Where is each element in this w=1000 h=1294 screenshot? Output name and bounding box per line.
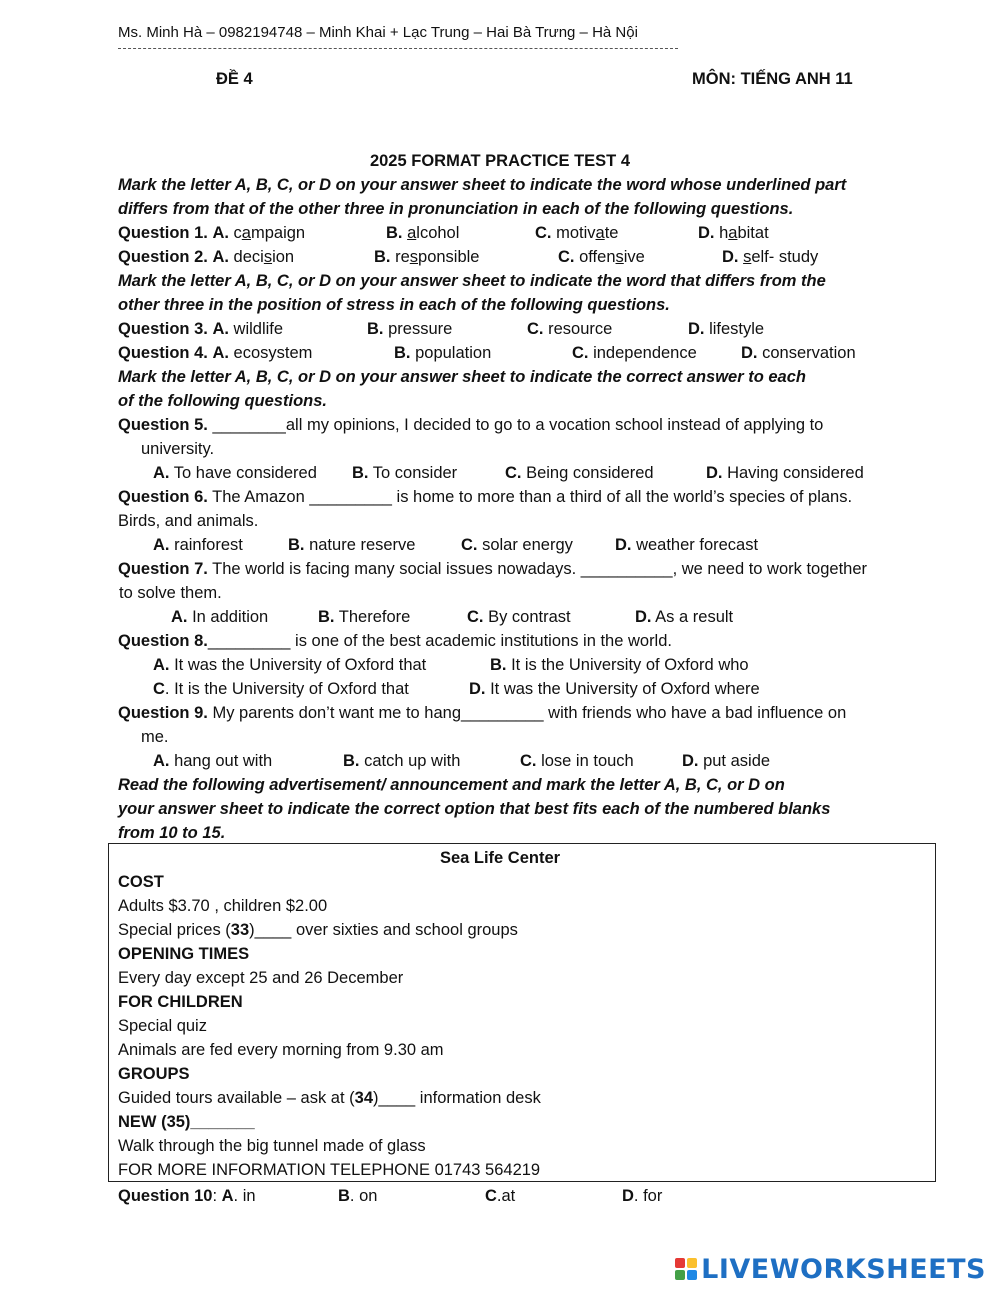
liveworksheets-mark-icon bbox=[675, 1258, 697, 1280]
option-letter: B. bbox=[288, 536, 305, 554]
option-text: offen bbox=[579, 248, 616, 266]
option-letter: C. bbox=[461, 536, 478, 554]
option-text: rainforest bbox=[169, 536, 243, 554]
question-8 bbox=[118, 630, 672, 652]
advert-new-line: Walk through the big tunnel made of glass bbox=[118, 1137, 426, 1155]
underlined-letter: a bbox=[407, 224, 417, 242]
option-letter: D. bbox=[682, 752, 699, 770]
question-1 bbox=[118, 222, 305, 244]
option-letter: A. bbox=[171, 608, 188, 626]
instruction-pronunciation-1: Mark the letter A, B, C, or D on your answer sheet to indicate the word whose underlined part bbox=[118, 176, 847, 194]
author-line: Ms. Minh Hà – 0982194748 – Minh Khai + Lạc Trung – Hai Bà Trưng – Hà Nội bbox=[118, 24, 638, 41]
liveworksheets-logo[interactable] bbox=[675, 1254, 986, 1284]
question-6-option-d[interactable] bbox=[615, 534, 758, 556]
question-5 bbox=[118, 414, 823, 436]
question-2 bbox=[118, 246, 294, 268]
advert-text: Guided tours available – ask at ( bbox=[118, 1089, 355, 1107]
option-text: catch up with bbox=[359, 752, 461, 770]
question-7-option-a[interactable] bbox=[171, 606, 268, 628]
question-7-option-b[interactable] bbox=[318, 606, 410, 628]
advert-cost-line: Adults $3.70 , children $2.00 bbox=[118, 897, 328, 915]
question-5-stem-cont: university. bbox=[141, 440, 215, 458]
option-text: As a result bbox=[651, 608, 734, 626]
option-letter: B. bbox=[343, 752, 360, 770]
question-8-option-d[interactable] bbox=[469, 678, 760, 700]
option-text: . It is the University of Oxford that bbox=[164, 680, 409, 698]
option-letter: D. bbox=[688, 320, 705, 338]
option-letter: C. bbox=[527, 320, 544, 338]
option-text: independence bbox=[593, 344, 697, 362]
underlined-letter: a bbox=[728, 224, 738, 242]
question-stem: ________all my opinions, I decided to go to a vocation school instead of applying to bbox=[207, 416, 824, 434]
advert-opening-heading: OPENING TIMES bbox=[118, 945, 250, 963]
option-letter: A. bbox=[212, 248, 229, 266]
advert-children-line-1: Special quiz bbox=[118, 1017, 207, 1035]
option-letter: C. bbox=[467, 608, 484, 626]
question-1-option-c[interactable] bbox=[535, 222, 618, 244]
question-8-option-a[interactable] bbox=[153, 654, 426, 676]
advert-text: )____ over sixties and school groups bbox=[249, 921, 518, 939]
option-text: It was the University of Oxford that bbox=[169, 656, 427, 674]
underlined-letter: s bbox=[409, 248, 419, 266]
instruction-stress-1: Mark the letter A, B, C, or D on your answer sheet to indicate the word that differs from the bbox=[118, 272, 826, 290]
option-text: hang out with bbox=[169, 752, 273, 770]
option-letter: C bbox=[153, 680, 165, 698]
option-text: lose in touch bbox=[536, 752, 634, 770]
option-letter: D. bbox=[722, 248, 739, 266]
question-stem: My parents don’t want me to hang_________ with friends who have a bad influence on bbox=[207, 704, 847, 722]
option-letter: A. bbox=[212, 344, 229, 362]
question-3-option-d[interactable] bbox=[688, 318, 764, 340]
instruction-correct-answer-2: of the following questions. bbox=[118, 392, 327, 410]
option-text: It was the University of Oxford where bbox=[485, 680, 760, 698]
question-3 bbox=[118, 318, 283, 340]
option-letter: B bbox=[338, 1187, 350, 1205]
question-6-stem-cont: Birds, and animals. bbox=[118, 512, 259, 530]
question-7-option-c[interactable] bbox=[467, 606, 571, 628]
advert-text: Special prices ( bbox=[118, 921, 231, 939]
question-label: Question 7. bbox=[118, 560, 208, 578]
option-letter: C. bbox=[572, 344, 589, 362]
question-1-option-b[interactable] bbox=[386, 222, 459, 244]
question-5-option-b[interactable] bbox=[352, 462, 457, 484]
advert-groups-line bbox=[118, 1087, 541, 1109]
question-label: Question 6. bbox=[118, 488, 208, 506]
option-letter: D. bbox=[741, 344, 758, 362]
option-text: wildlife bbox=[233, 320, 284, 338]
option-letter: D. bbox=[615, 536, 632, 554]
question-stem: The world is facing many social issues nowadays. __________, we need to work together bbox=[207, 560, 868, 578]
instruction-advertisement-3: from 10 to 15. bbox=[118, 824, 226, 842]
underlined-letter: s bbox=[615, 248, 624, 266]
option-letter: C. bbox=[535, 224, 552, 242]
question-6 bbox=[118, 486, 852, 508]
instruction-stress-2: other three in the position of stress in each of the following questions. bbox=[118, 296, 670, 314]
option-letter: B. bbox=[490, 656, 507, 674]
option-text: lcohol bbox=[416, 224, 460, 242]
question-9-option-b[interactable] bbox=[343, 750, 460, 772]
question-6-option-b[interactable] bbox=[288, 534, 415, 556]
underlined-letter: a bbox=[595, 224, 605, 242]
question-7-stem-cont: to solve them. bbox=[119, 584, 222, 602]
option-text: nature reserve bbox=[304, 536, 416, 554]
underlined-letter: a bbox=[241, 224, 251, 242]
advert-info-line: FOR MORE INFORMATION TELEPHONE 01743 564219 bbox=[118, 1161, 541, 1179]
question-7 bbox=[118, 558, 867, 580]
subject-label: MÔN: TIẾNG ANH 11 bbox=[692, 70, 853, 88]
question-1-option-d[interactable] bbox=[698, 222, 769, 244]
option-letter: C. bbox=[558, 248, 575, 266]
option-text: weather forecast bbox=[631, 536, 759, 554]
blank-number: 34 bbox=[354, 1089, 373, 1107]
question-label: Question 9. bbox=[118, 704, 208, 722]
instruction-advertisement-2: your answer sheet to indicate the correct option that best fits each of the numbered blanks bbox=[118, 800, 831, 818]
option-text: elf- study bbox=[751, 248, 819, 266]
option-text: c bbox=[233, 224, 242, 242]
instruction-advertisement-1: Read the following advertisement/ announcement and mark the letter A, B, C, or D on bbox=[118, 776, 785, 794]
option-text: bitat bbox=[737, 224, 769, 242]
option-text: h bbox=[719, 224, 729, 242]
question-9-option-a[interactable] bbox=[153, 750, 272, 772]
option-text: ion bbox=[272, 248, 295, 266]
question-3-option-b[interactable] bbox=[367, 318, 452, 340]
option-text: .at bbox=[496, 1187, 516, 1205]
question-9 bbox=[118, 702, 846, 724]
question-5-option-a[interactable] bbox=[153, 462, 317, 484]
option-letter: C. bbox=[520, 752, 537, 770]
question-10-option-b[interactable] bbox=[338, 1185, 377, 1207]
option-letter: B. bbox=[318, 608, 335, 626]
option-letter: A. bbox=[212, 224, 229, 242]
question-4-option-c[interactable] bbox=[572, 342, 697, 364]
advert-cost-heading: COST bbox=[118, 873, 164, 891]
option-letter: B. bbox=[374, 248, 391, 266]
option-text: It is the University of Oxford who bbox=[506, 656, 749, 674]
option-letter: A. bbox=[153, 464, 170, 482]
option-letter: C bbox=[485, 1187, 497, 1205]
advert-groups-heading: GROUPS bbox=[118, 1065, 190, 1083]
question-8-option-b[interactable] bbox=[490, 654, 749, 676]
question-10-option-d[interactable] bbox=[622, 1185, 662, 1207]
option-text: lifestyle bbox=[709, 320, 765, 338]
question-label: Question 4. bbox=[118, 344, 208, 362]
option-letter: D. bbox=[635, 608, 652, 626]
option-text: deci bbox=[233, 248, 264, 266]
question-2-option-b[interactable] bbox=[374, 246, 479, 268]
mark-square-yellow bbox=[687, 1258, 697, 1268]
mark-square-red bbox=[675, 1258, 685, 1268]
question-5-option-c[interactable] bbox=[505, 462, 654, 484]
option-text: By contrast bbox=[483, 608, 571, 626]
question-9-option-c[interactable] bbox=[520, 750, 634, 772]
page-title: 2025 FORMAT PRACTICE TEST 4 bbox=[369, 152, 631, 170]
option-text: To have considered bbox=[169, 464, 317, 482]
question-2-option-c[interactable] bbox=[558, 246, 645, 268]
option-letter: A bbox=[221, 1187, 234, 1205]
question-label: Question 1. bbox=[118, 224, 208, 242]
option-text: population bbox=[415, 344, 492, 362]
option-text: ponsible bbox=[418, 248, 480, 266]
mark-square-blue bbox=[687, 1270, 697, 1280]
question-2-option-d[interactable] bbox=[722, 246, 818, 268]
question-9-stem-cont: me. bbox=[141, 728, 169, 746]
option-letter: C. bbox=[505, 464, 522, 482]
option-text: . in bbox=[233, 1187, 256, 1205]
question-stem: The Amazon _________ is home to more than a third of all the world’s species of plans. bbox=[207, 488, 853, 506]
question-10 bbox=[118, 1185, 256, 1207]
advert-new-heading: NEW (35)_______ bbox=[118, 1113, 255, 1131]
option-letter: A. bbox=[153, 536, 170, 554]
option-letter: A. bbox=[153, 656, 170, 674]
instruction-correct-answer-1: Mark the letter A, B, C, or D on your answer sheet to indicate the correct answer to each bbox=[118, 368, 806, 386]
question-10-option-c[interactable] bbox=[485, 1185, 515, 1207]
option-letter: D bbox=[622, 1187, 634, 1205]
option-letter: A. bbox=[153, 752, 170, 770]
header-divider bbox=[118, 48, 678, 49]
option-letter: B. bbox=[367, 320, 384, 338]
underlined-letter: s bbox=[263, 248, 273, 266]
option-text: re bbox=[395, 248, 410, 266]
option-letter: B. bbox=[352, 464, 369, 482]
advert-text: )____ information desk bbox=[373, 1089, 541, 1107]
question-6-option-a[interactable] bbox=[153, 534, 243, 556]
option-text: put aside bbox=[698, 752, 771, 770]
question-label: Question 3. bbox=[118, 320, 208, 338]
advert-children-heading: FOR CHILDREN bbox=[118, 993, 243, 1011]
liveworksheets-brand: LIVEWORKSHEETS bbox=[701, 1253, 986, 1285]
instruction-pronunciation-2: differs from that of the other three in pronunciation in each of the following questions. bbox=[118, 200, 794, 218]
option-text: . for bbox=[633, 1187, 663, 1205]
question-7-option-d[interactable] bbox=[635, 606, 733, 628]
question-4 bbox=[118, 342, 312, 364]
option-text: resource bbox=[548, 320, 613, 338]
option-letter: D. bbox=[469, 680, 486, 698]
option-text: te bbox=[604, 224, 619, 242]
option-text: Having considered bbox=[722, 464, 864, 482]
question-colon: : bbox=[212, 1187, 222, 1205]
question-label: Question 10 bbox=[118, 1187, 213, 1205]
option-text: solar energy bbox=[477, 536, 573, 554]
question-label: Question 2. bbox=[118, 248, 208, 266]
option-letter: A. bbox=[212, 320, 229, 338]
option-text: Therefore bbox=[334, 608, 411, 626]
option-text: conservation bbox=[762, 344, 856, 362]
advert-title: Sea Life Center bbox=[439, 849, 561, 867]
mark-square-green bbox=[675, 1270, 685, 1280]
option-letter: D. bbox=[698, 224, 715, 242]
option-text: In addition bbox=[187, 608, 269, 626]
question-6-option-c[interactable] bbox=[461, 534, 573, 556]
option-text: To consider bbox=[368, 464, 458, 482]
test-code: ĐỀ 4 bbox=[216, 70, 253, 88]
option-text: pressure bbox=[388, 320, 453, 338]
blank-number: 33 bbox=[230, 921, 250, 939]
option-letter: B. bbox=[386, 224, 403, 242]
option-text: motiv bbox=[556, 224, 596, 242]
option-text: Being considered bbox=[521, 464, 654, 482]
question-8-option-c[interactable] bbox=[153, 678, 409, 700]
question-9-option-d[interactable] bbox=[682, 750, 770, 772]
advert-special-prices bbox=[118, 919, 518, 941]
advert-children-line-2: Animals are fed every morning from 9.30 am bbox=[118, 1041, 444, 1059]
question-4-option-b[interactable] bbox=[394, 342, 491, 364]
advert-opening-line: Every day except 25 and 26 December bbox=[118, 969, 404, 987]
question-label: Question 8. bbox=[118, 632, 208, 650]
option-text: ecosystem bbox=[233, 344, 313, 362]
option-letter: B. bbox=[394, 344, 411, 362]
question-stem: _________ is one of the best academic institutions in the world. bbox=[207, 632, 672, 650]
question-5-option-d[interactable] bbox=[706, 462, 864, 484]
option-letter: D. bbox=[706, 464, 723, 482]
question-4-option-d[interactable] bbox=[741, 342, 856, 364]
option-text: ive bbox=[623, 248, 645, 266]
question-label: Question 5. bbox=[118, 416, 208, 434]
underlined-letter: s bbox=[743, 248, 752, 266]
option-text: . on bbox=[349, 1187, 378, 1205]
question-3-option-c[interactable] bbox=[527, 318, 612, 340]
option-text: mpaign bbox=[250, 224, 306, 242]
